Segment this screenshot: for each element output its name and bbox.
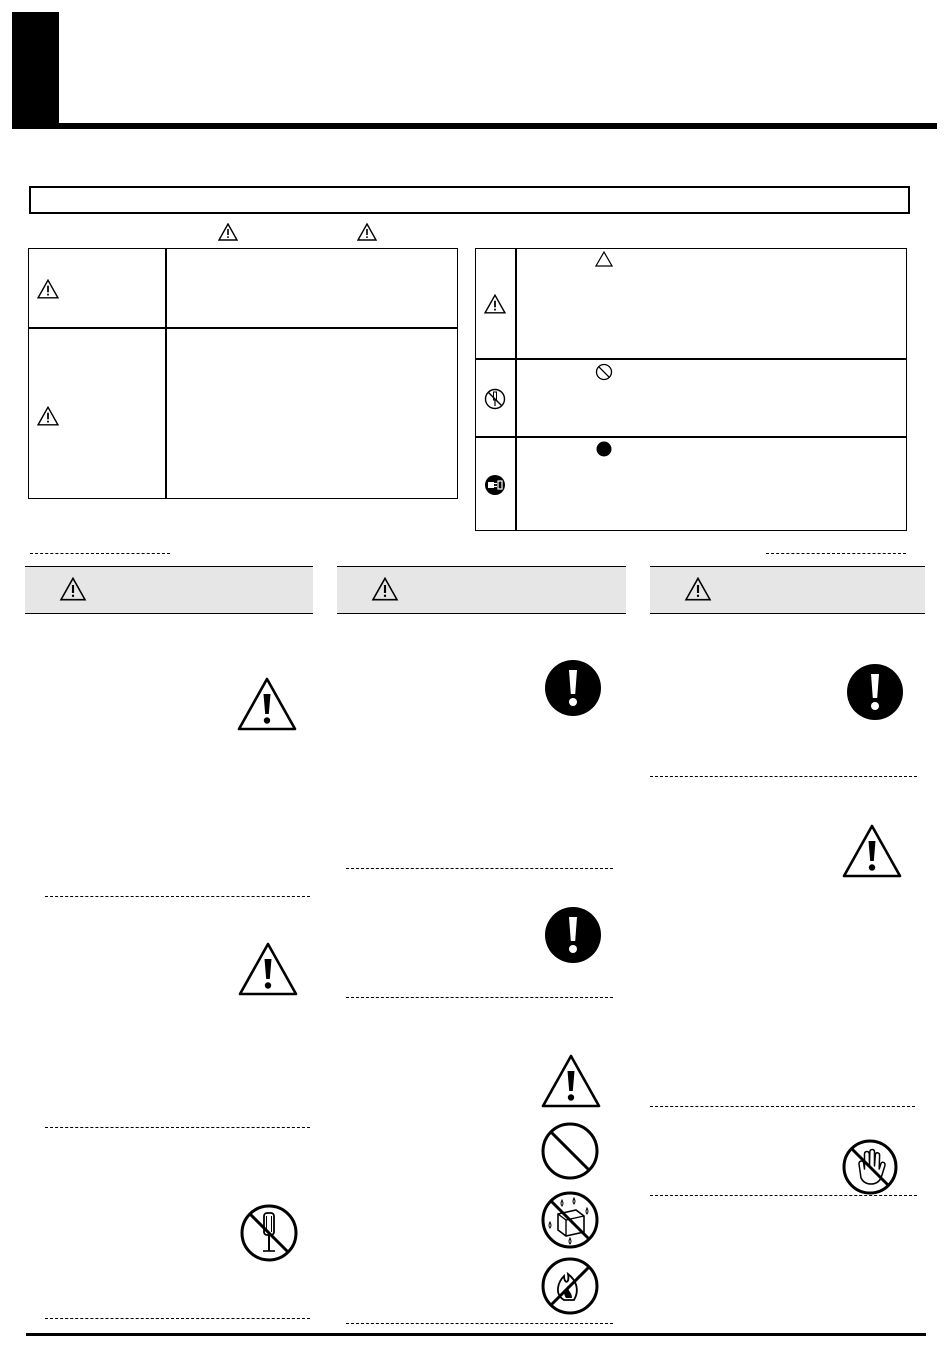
warning-triangle-icon	[841, 823, 903, 879]
separator-line	[766, 553, 906, 554]
warning-triangle-icon	[218, 223, 238, 241]
no-touch-icon	[841, 1138, 899, 1196]
separator-line	[45, 1127, 310, 1128]
prohibition-circle-icon	[595, 363, 613, 381]
no-water-icon	[540, 1190, 600, 1250]
mandatory-exclamation-icon	[846, 663, 904, 721]
legend-left-divider	[165, 248, 167, 498]
warning-triangle-icon	[357, 223, 377, 241]
separator-line	[346, 868, 613, 869]
warning-triangle-icon	[540, 1053, 602, 1109]
no-fire-icon	[540, 1256, 600, 1316]
unplug-icon	[484, 474, 506, 496]
no-disassemble-icon	[239, 1203, 299, 1263]
warning-triangle-icon	[59, 577, 87, 601]
separator-line	[650, 776, 917, 777]
separator-line	[650, 1195, 917, 1196]
warning-triangle-icon	[484, 294, 506, 314]
legend-right-divider	[515, 248, 517, 530]
warning-triangle-icon	[371, 577, 399, 601]
heading-rule	[12, 123, 937, 129]
column-header-3	[650, 566, 925, 614]
triangle-outline-icon	[595, 251, 613, 267]
warning-triangle-icon	[684, 577, 712, 601]
filled-circle-icon	[595, 440, 613, 458]
chapter-tab	[12, 12, 59, 128]
column-header-2	[337, 566, 626, 614]
prohibition-circle-icon	[540, 1121, 600, 1181]
legend-left-row-divider	[28, 327, 457, 329]
legend-right-row-divider	[475, 436, 906, 438]
no-disassemble-icon	[484, 388, 506, 410]
legend-left-table	[28, 248, 458, 499]
footer-rule	[26, 1333, 926, 1336]
separator-line	[346, 1323, 613, 1324]
warning-triangle-icon	[236, 676, 298, 732]
legend-right-row-divider	[475, 358, 906, 360]
column-header-1	[25, 566, 313, 614]
warning-triangle-icon	[37, 406, 59, 426]
warning-triangle-icon	[37, 279, 59, 299]
separator-line	[45, 1318, 310, 1319]
separator-line	[45, 896, 310, 897]
warning-triangle-icon	[237, 941, 299, 997]
separator-line	[346, 997, 613, 998]
separator-line	[30, 553, 170, 554]
separator-line	[650, 1106, 915, 1107]
legend-right-table	[475, 248, 907, 531]
subtitle-bar	[29, 186, 910, 214]
mandatory-exclamation-icon	[544, 659, 602, 717]
mandatory-exclamation-icon	[544, 906, 602, 964]
